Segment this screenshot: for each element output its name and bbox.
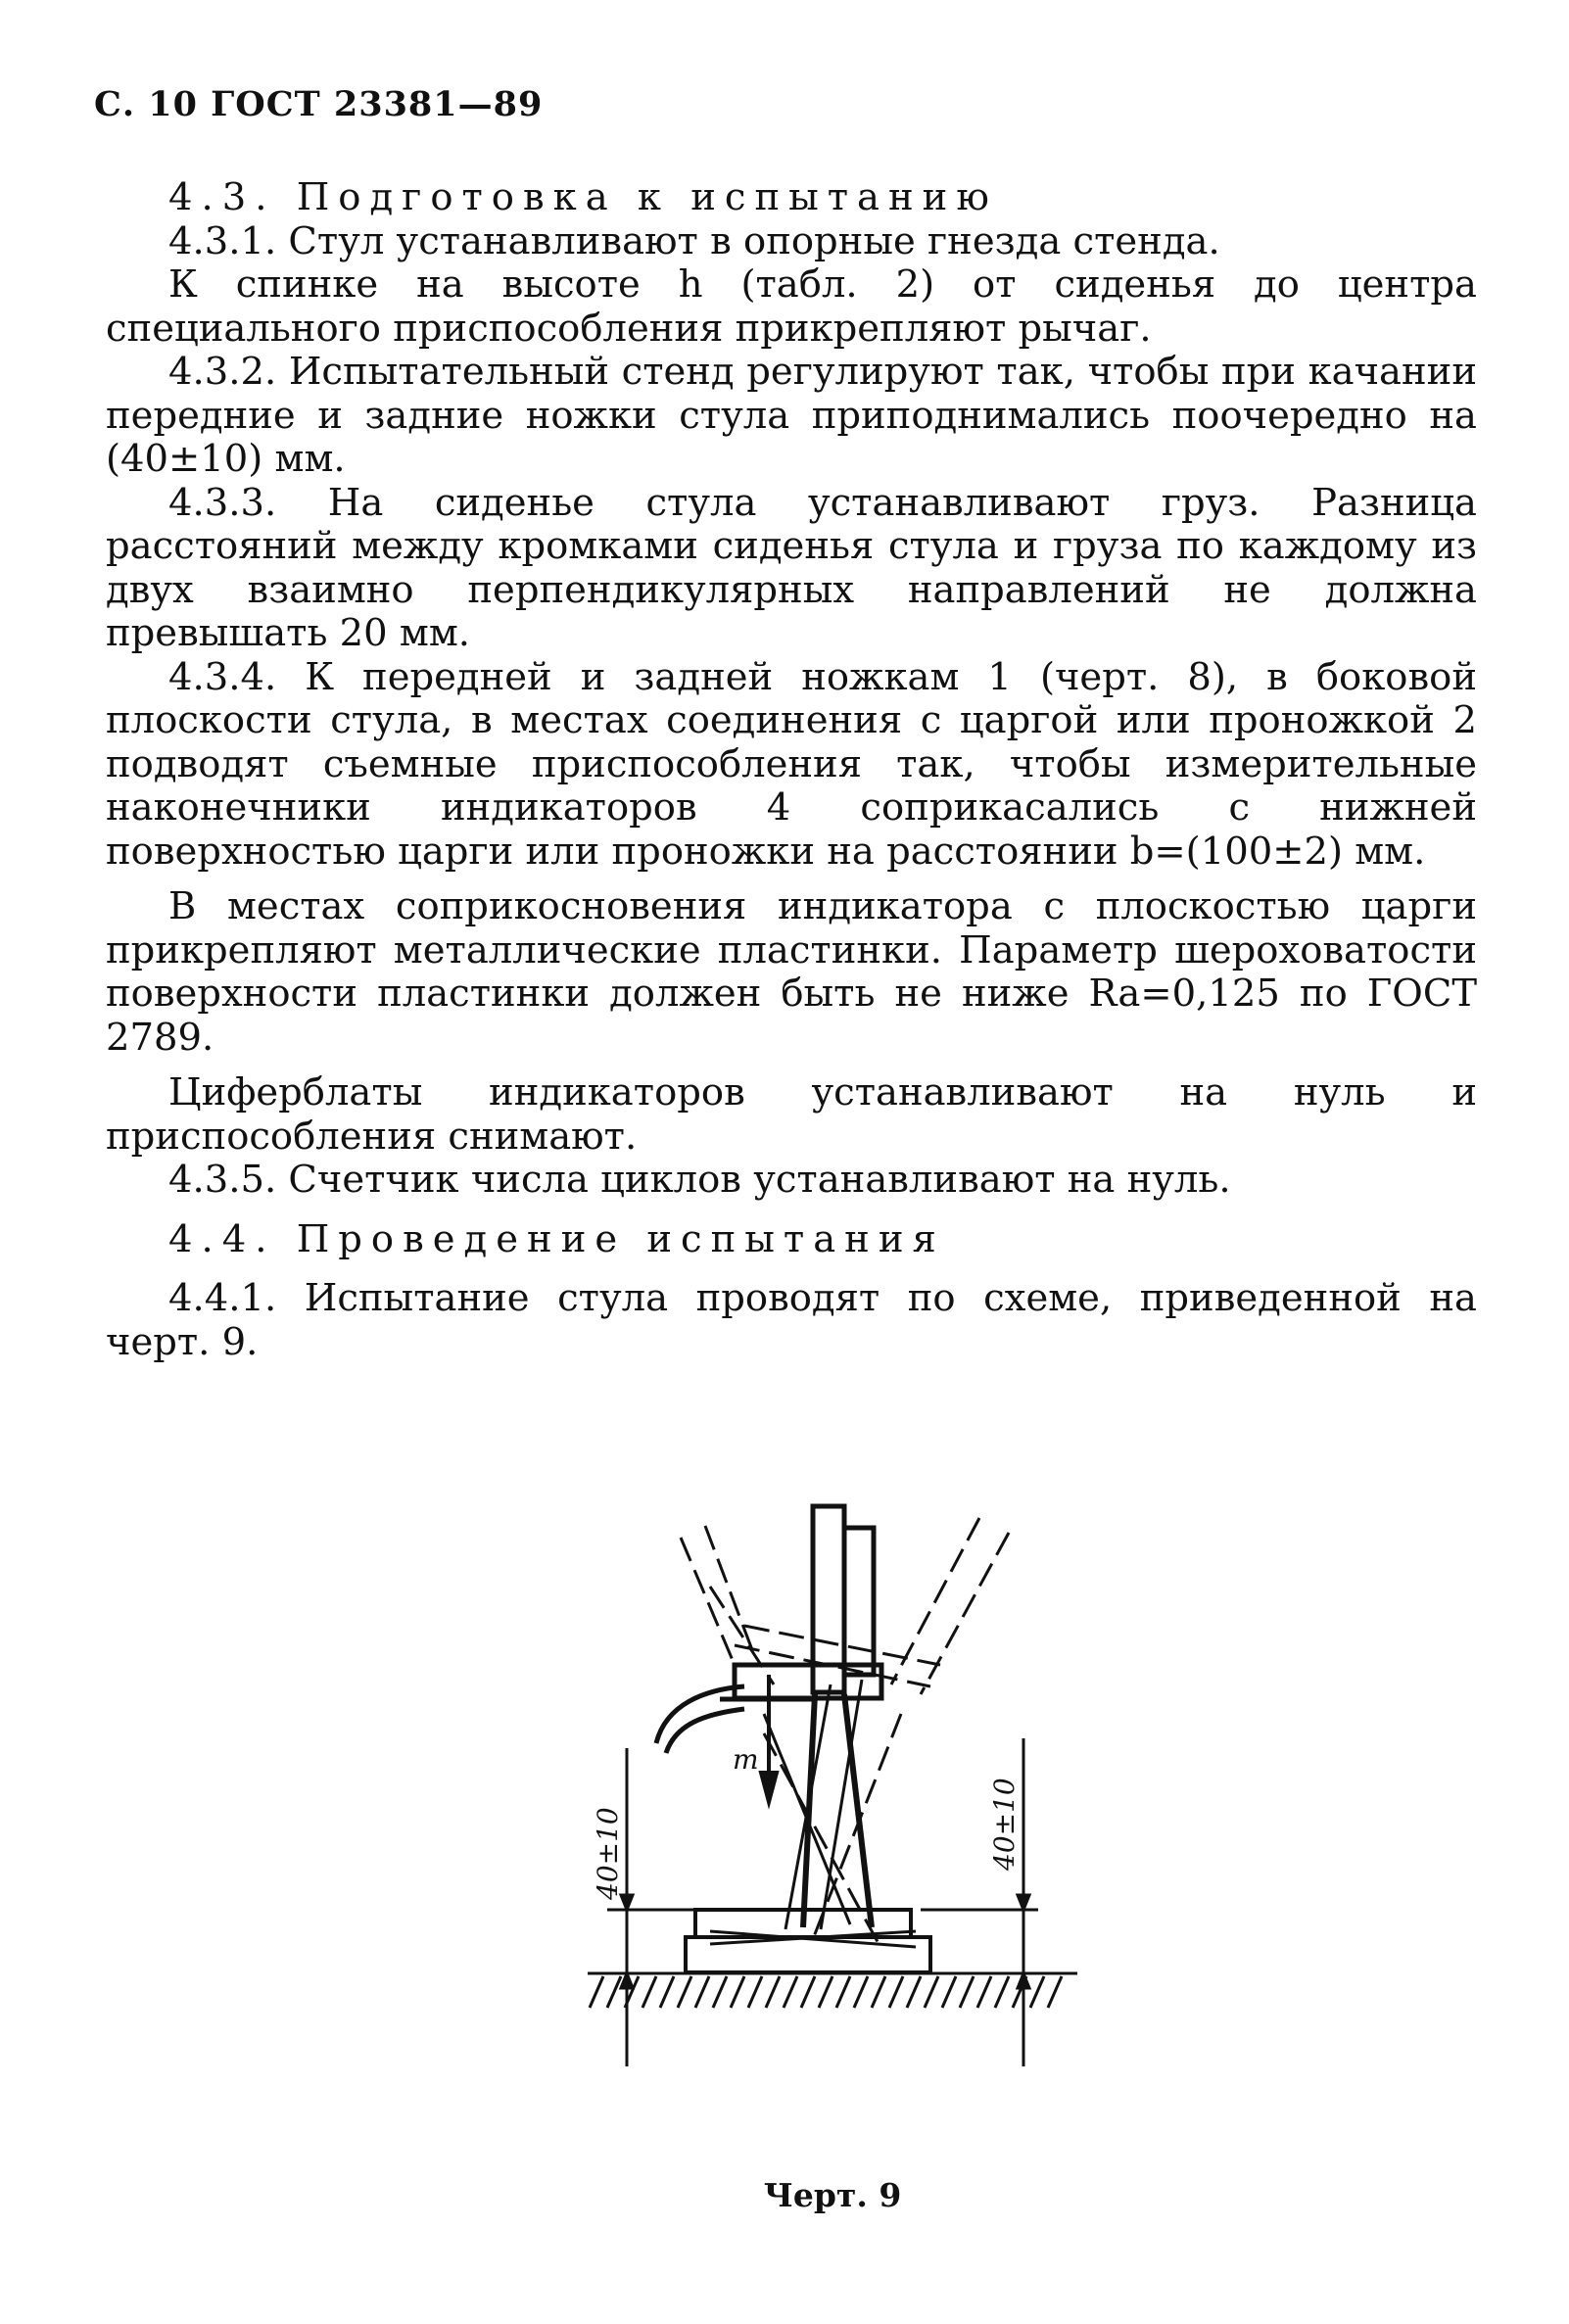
dimension-left-label: 40±10 bbox=[592, 1807, 624, 1900]
body-text bbox=[106, 176, 1477, 1364]
paragraph-4-4-1: 4.4.1. Испытание стула проводят по схеме, приведенной на черт. 9. bbox=[106, 1276, 1477, 1364]
paragraph-4-3-3: 4.3.3. На сиденье стула устанавливают груз. Разница расстояний между кромками сиденья стула и груза по каждому из двух взаимно перпендикулярных направлений не должна превышать 20 мм. bbox=[106, 480, 1477, 655]
section-heading-4-3: 4.3. Подготовка к испытанию bbox=[168, 175, 998, 219]
paragraph-4-3-4-plates: В местах соприкосновения индикатора с плоскостью царги прикрепляют металлические пластинки. Параметр шероховатости поверхности пластинки должен быть не ниже Ra=0,125 по ГОСТ 2789. bbox=[106, 884, 1477, 1060]
dimension-right-label: 40±10 bbox=[988, 1778, 1021, 1871]
paragraph-4-3-5: 4.3.5. Счетчик числа циклов устанавливают на нуль. bbox=[168, 1158, 1231, 1202]
section-heading-4-4: 4.4. Проведение испытания bbox=[168, 1216, 945, 1261]
chair-legs bbox=[764, 1680, 872, 1929]
paragraph-4-3-1: 4.3.1. Стул устанавливают в опорные гнезда стенда. bbox=[168, 218, 1220, 263]
page-header: С. 10 ГОСТ 23381—89 bbox=[94, 84, 544, 124]
dimension-right bbox=[921, 1738, 1038, 2066]
dimension-left bbox=[607, 1748, 705, 2066]
floor-hatching bbox=[588, 1973, 1077, 2008]
paragraph-4-3-2: 4.3.2. Испытательный стенд регулируют так, чтобы при качании передние и задние ножки стула приподнимались поочередно на (40±10) мм. bbox=[106, 350, 1477, 481]
paragraph-4-3-1-cont: К спинке на высоте h (табл. 2) от сиденья до центра специального приспособления прикрепляют рычаг. bbox=[106, 262, 1477, 351]
load-label: m bbox=[733, 1743, 759, 1776]
paragraph-4-3-4: 4.3.4. К передней и задней ножкам 1 (черт. 8), в боковой плоскости стула, в местах соединения с царгой или проножкой 2 подводят съемные приспособления так, чтобы измерительные наконечники индикаторов 4 соприкасались с нижней поверхностью царги или проножки на расстоянии b=(100±2) мм. bbox=[106, 654, 1477, 874]
test-scheme-figure bbox=[568, 1479, 1117, 2125]
paragraph-4-3-4-dials: Циферблаты индикаторов устанавливают на нуль и приспособления снимают. bbox=[106, 1070, 1477, 1159]
stand-base bbox=[686, 1910, 930, 1972]
figure-caption: Черт. 9 bbox=[763, 2176, 902, 2214]
